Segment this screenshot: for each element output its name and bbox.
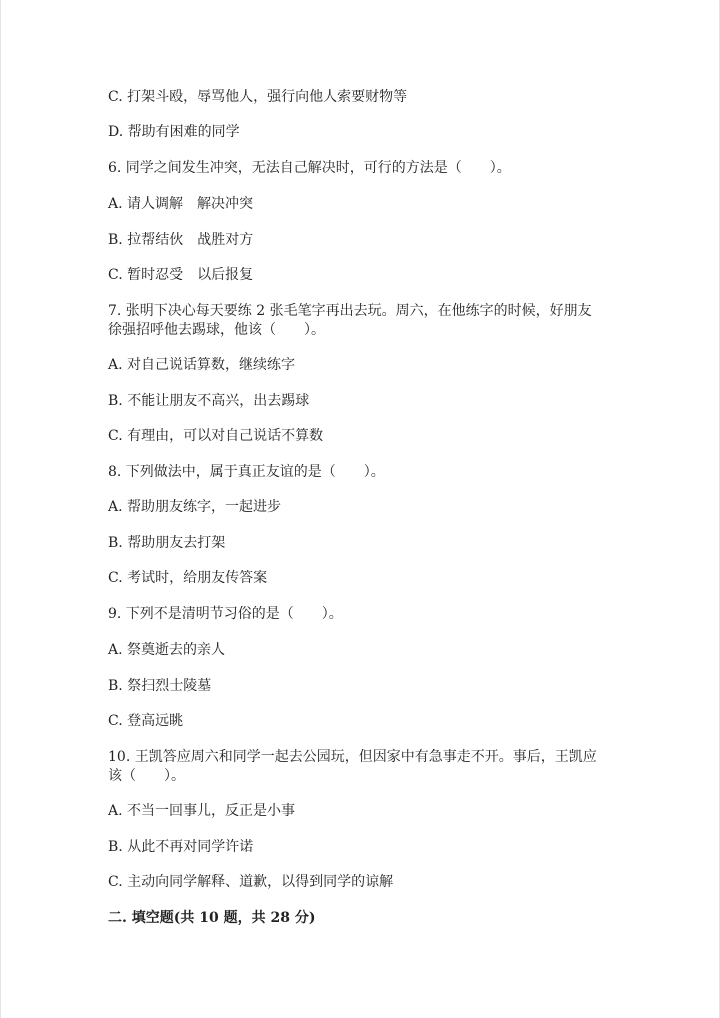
option-6a: A. 请人调解 解决冲突 bbox=[108, 196, 254, 212]
option-10a: A. 不当一回事儿，反正是小事 bbox=[108, 803, 296, 819]
question-7-line-1: 7. 张明下决心每天要练 2 张毛笔字再出去玩。周六，在他练字的时候，好朋友 bbox=[108, 303, 592, 319]
option-9a: A. 祭奠逝去的亲人 bbox=[108, 642, 226, 658]
option-9c: C. 登高远眺 bbox=[108, 713, 184, 729]
question-10-line-1: 10. 王凯答应周六和同学一起去公园玩，但因家中有急事走不开。事后，王凯应 bbox=[108, 749, 597, 765]
option-10c: C. 主动向同学解释、道歉，以得到同学的谅解 bbox=[108, 874, 394, 890]
option-7c: C. 有理由，可以对自己说话不算数 bbox=[108, 428, 324, 444]
option-7a: A. 对自己说话算数，继续练字 bbox=[108, 357, 296, 373]
option-8c: C. 考试时，给朋友传答案 bbox=[108, 570, 268, 586]
option-9b: B. 祭扫烈士陵墓 bbox=[108, 678, 212, 694]
section-heading-fill-in: 二. 填空题(共 10 题，共 28 分) bbox=[108, 910, 316, 926]
option-8b: B. 帮助朋友去打架 bbox=[108, 535, 226, 551]
option-5c: C. 打架斗殴，辱骂他人，强行向他人索要财物等 bbox=[108, 89, 408, 105]
option-10b: B. 从此不再对同学许诺 bbox=[108, 839, 254, 855]
option-6c: C. 暂时忍受 以后报复 bbox=[108, 267, 254, 283]
question-7-line-2: 徐强招呼他去踢球，他该（ ）。 bbox=[108, 322, 325, 338]
question-10-line-2: 该（ ）。 bbox=[108, 768, 185, 784]
option-6b: B. 拉帮结伙 战胜对方 bbox=[108, 232, 254, 248]
option-8a: A. 帮助朋友练字，一起进步 bbox=[108, 499, 282, 515]
question-8: 8. 下列做法中，属于真正友谊的是（ ）。 bbox=[108, 464, 385, 480]
option-5d: D. 帮助有困难的同学 bbox=[108, 124, 240, 140]
question-9: 9. 下列不是清明节习俗的是（ ）。 bbox=[108, 606, 343, 622]
question-6: 6. 同学之间发生冲突，无法自己解决时，可行的方法是（ ）。 bbox=[108, 160, 511, 176]
option-7b: B. 不能让朋友不高兴，出去踢球 bbox=[108, 393, 310, 409]
